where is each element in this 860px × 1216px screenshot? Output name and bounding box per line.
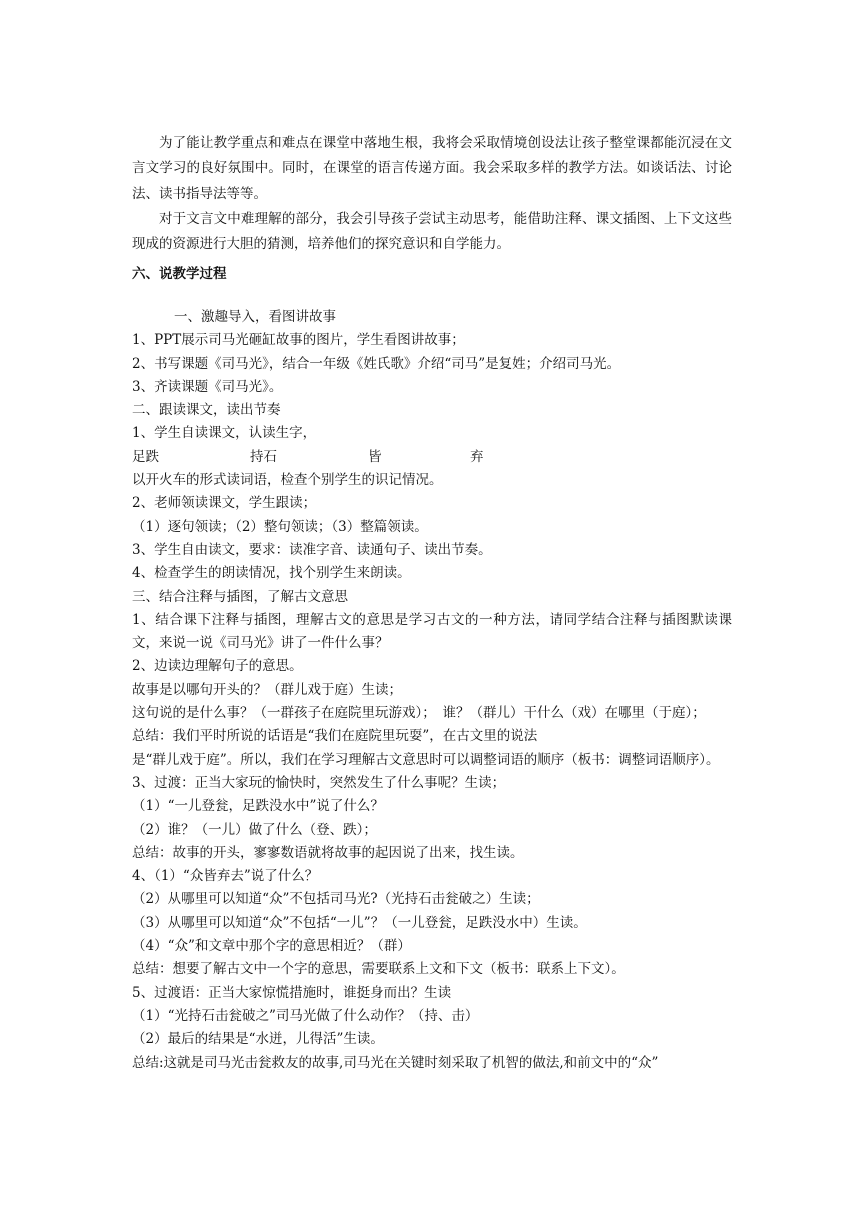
text-line: 4、检查学生的朗读情况，找个别学生来朗读。 xyxy=(132,565,411,582)
text-line: 3、过渡：正当大家玩的愉快时，突然发生了什么事呢？生读； xyxy=(132,774,506,791)
text-line: 3、学生自由读文，要求：读准字音、读通句子、读出节奏。 xyxy=(132,541,492,558)
section-heading: 六、说教学过程 xyxy=(132,266,227,282)
text-line: 总结：故事的开头，寥寥数语就将故事的起因说了出来，找生读。 xyxy=(132,844,524,861)
vocab-word: 皆 xyxy=(368,448,382,465)
text-line: 总结：我们平时所说的话语是“我们在庭院里玩耍”，在古文里的说法 xyxy=(132,728,538,745)
text-line: 1、结合课下注释与插图，理解古文的意思是学习古文的一种方法，请同学结合注释与插图默读课文，来说一说《司马光》讲了一件什么事？ xyxy=(132,611,732,652)
text-line: 2、书写课题《司马光》，结合一年级《姓氏歌》介绍“司马”是复姓；介绍司马光。 xyxy=(132,355,621,372)
teaching-process-body xyxy=(132,306,732,1075)
text-line: 这句说的是什么事？（一群孩子在庭院里玩游戏）； 谁？（群儿）干什么（戏）在哪里（于庭）； xyxy=(132,705,706,722)
text-line: 4、（1）“众皆弃去”说了什么？ xyxy=(132,868,319,885)
text-line: 2、老师领读课文，学生跟读； xyxy=(132,495,317,512)
text-line: 5、过渡语：正当大家惊慌措施时，谁挺身而出？生读 xyxy=(132,984,452,1001)
subheading: 三、结合注释与插图，了解古文意思 xyxy=(132,588,348,605)
subheading: 二、跟读课文，读出节奏 xyxy=(132,402,281,419)
subheading: 一、激趣导入，看图讲故事 xyxy=(174,309,336,325)
text-line: 总结:这就是司马光击瓮救友的故事,司马光在关键时刻采取了机智的做法,和前文中的“众” xyxy=(132,1054,659,1071)
text-line: 是“群儿戏于庭”。所以，我们在学习理解古文意思时可以调整词语的顺序（板书：调整词语顺序）。 xyxy=(132,751,720,768)
text-line: （2）最后的结果是“水迸，儿得活”生读。 xyxy=(132,1031,384,1048)
text-line: （3）从哪里可以知道“众”不包括“一儿”？（一儿登瓮，足跌没水中）生读。 xyxy=(132,914,587,931)
text-line: （1）“光持石击瓮破之”司马光做了什么动作？（持、击） xyxy=(132,1007,479,1024)
text-line: （1）逐句领读；（2）整句领读；（3）整篇领读。 xyxy=(132,518,428,535)
vocab-words xyxy=(132,446,732,469)
text-line: 故事是以哪句开头的？（群儿戏于庭）生读； xyxy=(132,681,402,698)
text-line: （2）从哪里可以知道“众”不包括司马光?（光持石击瓮破之）生读； xyxy=(132,891,540,908)
text-line: （4）“众”和文章中那个字的意思相近？（群） xyxy=(132,938,411,955)
text-line: 2、边读边理解句子的意思。 xyxy=(132,658,303,675)
text-line: 1、PPT展示司马光砸缸故事的图片，学生看图讲故事； xyxy=(132,332,465,349)
vocab-word: 足跌 xyxy=(132,448,159,465)
text-line: 1、学生自读课文，认读生字， xyxy=(132,425,317,442)
vocab-word: 弃 xyxy=(470,448,484,465)
text-line: （2）谁？（一儿）做了什么（登、跌）； xyxy=(132,821,377,838)
paragraph: 对于文言文中难理解的部分，我会引导孩子尝试主动思考，能借助注释、课文插图、上下文这些现成的资源进行大胆的猜测，培养他们的探究意识和自学能力。 xyxy=(132,210,732,253)
paragraph: 为了能让教学重点和难点在课堂中落地生根，我将会采取情境创设法让孩子整堂课都能沉浸在文言文学习的良好氛围中。同时，在课堂的语言传递方面。我会采取多样的教学方法。如谈话法、讨论法、读书指导法等等。 xyxy=(132,135,732,202)
intro-section xyxy=(132,131,732,257)
text-line: 以开火车的形式读词语，检查个别学生的识记情况。 xyxy=(132,472,443,489)
text-line: 3、齐读课题《司马光》。 xyxy=(132,378,283,395)
vocab-word: 持石 xyxy=(250,448,277,465)
text-line: （1）“一儿登瓮，足跌没水中”说了什么？ xyxy=(132,798,384,815)
text-line: 总结：想要了解古文中一个字的意思，需要联系上文和下文（板书：联系上下文）。 xyxy=(132,961,625,978)
